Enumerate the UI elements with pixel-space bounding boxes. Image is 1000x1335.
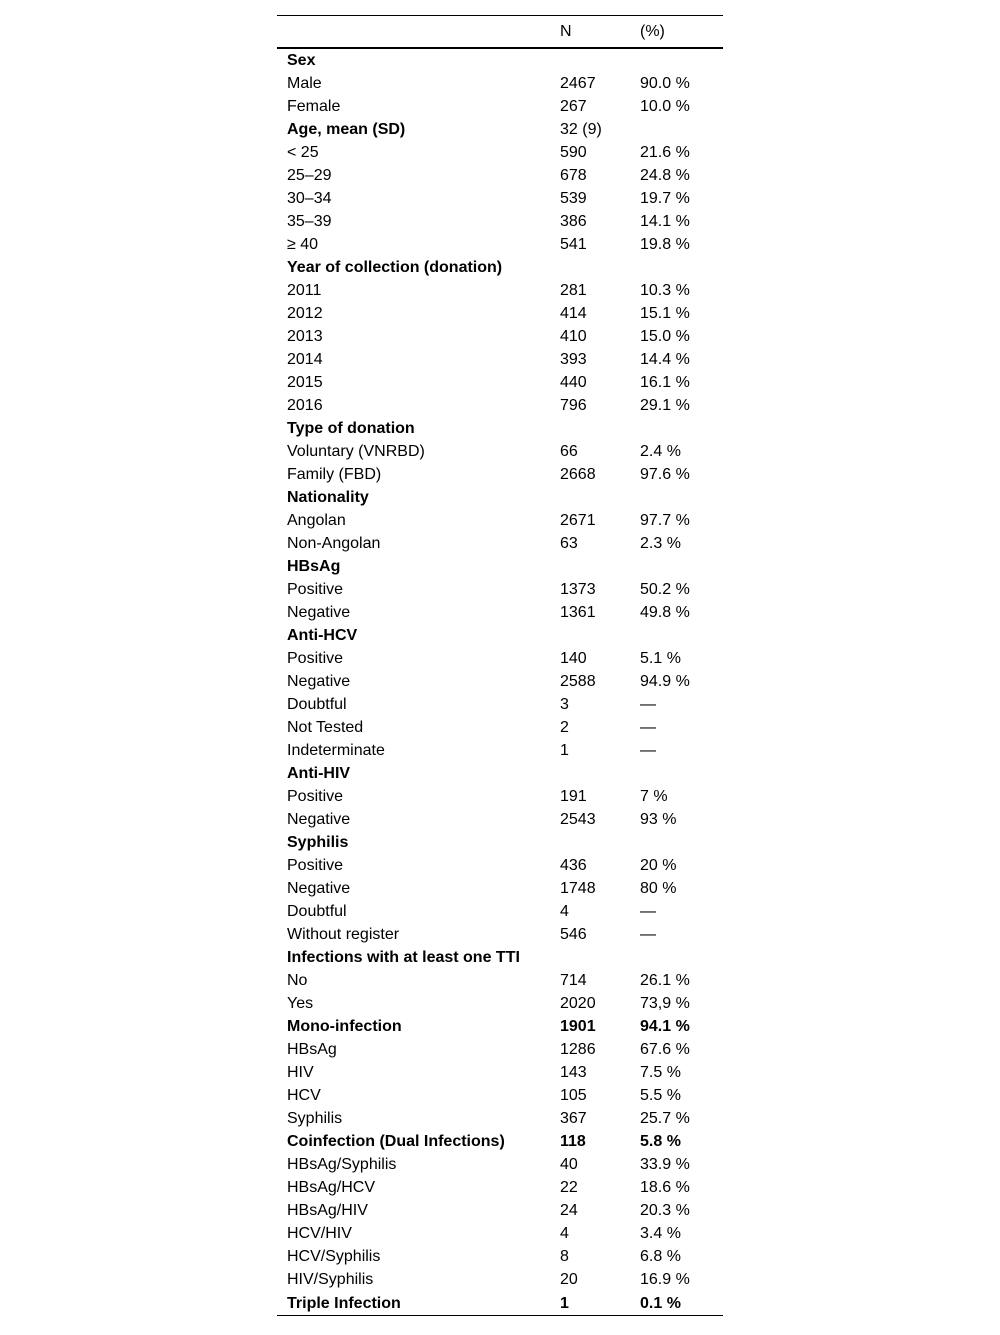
- row-percent: 21.6 %: [640, 144, 690, 161]
- row-label: Doubtful: [287, 903, 347, 920]
- row-label: Family (FBD): [287, 466, 382, 483]
- section-row: [277, 486, 723, 509]
- table-row: [277, 992, 723, 1015]
- row-percent: 49.8 %: [640, 604, 690, 621]
- table-row: [277, 670, 723, 693]
- section-row: [277, 946, 723, 969]
- row-n: 2671: [560, 512, 596, 529]
- row-label: No: [287, 972, 308, 989]
- row-percent: 2.3 %: [640, 535, 681, 552]
- table-row: [277, 1268, 723, 1291]
- row-n: [560, 762, 640, 785]
- row-label: 2016: [287, 397, 323, 414]
- row-n: 24: [560, 1202, 578, 1219]
- row-percent: [640, 486, 723, 509]
- row-percent: —: [640, 719, 656, 736]
- table-row: [277, 1084, 723, 1107]
- row-n: [560, 256, 640, 279]
- row-n: 1286: [560, 1041, 596, 1058]
- row-percent: 67.6 %: [640, 1041, 690, 1058]
- row-n: 414: [560, 305, 587, 322]
- header-label: [277, 16, 560, 49]
- header-n: N: [560, 22, 572, 40]
- section-row: [277, 118, 723, 141]
- row-label: 2013: [287, 328, 323, 345]
- donor-characteristics-table: [277, 15, 723, 1316]
- row-label: Syphilis: [287, 1110, 343, 1127]
- row-n: 32 (9): [560, 121, 602, 138]
- section-row: [277, 1015, 723, 1038]
- table-row: [277, 509, 723, 532]
- row-n: 4: [560, 903, 569, 920]
- row-n: 40: [560, 1156, 578, 1173]
- row-percent: [640, 624, 723, 647]
- row-n: 8: [560, 1248, 569, 1265]
- row-n: 796: [560, 397, 587, 414]
- row-label: Angolan: [287, 512, 346, 529]
- section-row: [277, 1130, 723, 1153]
- row-percent: 20.3 %: [640, 1202, 690, 1219]
- row-label: 30–34: [287, 190, 332, 207]
- row-percent: 93 %: [640, 811, 677, 828]
- row-label: Without register: [287, 926, 400, 943]
- row-percent: 10.3 %: [640, 282, 690, 299]
- row-percent: 15.0 %: [640, 328, 690, 345]
- row-percent: 5.8 %: [640, 1133, 681, 1150]
- section-row: [277, 1291, 723, 1316]
- row-label: Not Tested: [287, 719, 364, 736]
- table-row: [277, 739, 723, 762]
- row-label: Mono-infection: [287, 1018, 402, 1035]
- table-row: [277, 1245, 723, 1268]
- row-label: < 25: [287, 144, 319, 161]
- table-row: [277, 877, 723, 900]
- row-n: [560, 624, 640, 647]
- row-percent: 0.1 %: [640, 1294, 681, 1312]
- row-n: [560, 417, 640, 440]
- row-percent: [640, 118, 723, 141]
- row-n: 678: [560, 167, 587, 184]
- row-label: Positive: [287, 788, 344, 805]
- table-row: [277, 1107, 723, 1130]
- row-n: [560, 48, 640, 72]
- table-row: [277, 923, 723, 946]
- section-row: [277, 417, 723, 440]
- row-n: [560, 486, 640, 509]
- row-percent: [640, 417, 723, 440]
- table-row: [277, 969, 723, 992]
- row-n: 386: [560, 213, 587, 230]
- row-n: [560, 946, 640, 969]
- row-label: Anti-HIV: [287, 765, 351, 782]
- row-percent: —: [640, 926, 656, 943]
- row-label: HIV: [287, 1064, 314, 1081]
- section-row: [277, 555, 723, 578]
- row-n: 1748: [560, 880, 596, 897]
- row-n: 267: [560, 98, 587, 115]
- row-percent: 7.5 %: [640, 1064, 681, 1081]
- table-row: [277, 95, 723, 118]
- row-label: 2014: [287, 351, 323, 368]
- row-label: Nationality: [287, 489, 369, 506]
- row-percent: —: [640, 696, 656, 713]
- table-row: [277, 394, 723, 417]
- row-n: 105: [560, 1087, 587, 1104]
- table-row: [277, 716, 723, 739]
- row-label: Age, mean (SD): [287, 121, 406, 138]
- table-row: [277, 348, 723, 371]
- row-percent: 14.1 %: [640, 213, 690, 230]
- row-n: 1373: [560, 581, 596, 598]
- section-row: [277, 48, 723, 72]
- row-label: HBsAg: [287, 558, 341, 575]
- row-label: HIV/Syphilis: [287, 1271, 374, 1288]
- row-percent: 73,9 %: [640, 995, 690, 1012]
- row-percent: 29.1 %: [640, 397, 690, 414]
- row-n: 410: [560, 328, 587, 345]
- row-n: 546: [560, 926, 587, 943]
- row-n: 63: [560, 535, 578, 552]
- row-percent: 18.6 %: [640, 1179, 690, 1196]
- row-n: [560, 831, 640, 854]
- table-row: [277, 601, 723, 624]
- row-label: Type of donation: [287, 420, 415, 437]
- row-percent: 15.1 %: [640, 305, 690, 322]
- table-row: [277, 808, 723, 831]
- row-label: Negative: [287, 811, 351, 828]
- table-row: [277, 785, 723, 808]
- row-percent: 19.8 %: [640, 236, 690, 253]
- header-row: [277, 16, 723, 49]
- row-percent: 5.1 %: [640, 650, 681, 667]
- header-percent: (%): [640, 22, 665, 40]
- row-label: HCV/HIV: [287, 1225, 352, 1242]
- table-row: [277, 279, 723, 302]
- row-n: 1: [560, 742, 569, 759]
- table-row: [277, 578, 723, 601]
- row-label: 2012: [287, 305, 323, 322]
- table-row: [277, 900, 723, 923]
- row-n: 20: [560, 1271, 578, 1288]
- row-label: Negative: [287, 880, 351, 897]
- row-percent: 2.4 %: [640, 443, 681, 460]
- row-n: 143: [560, 1064, 587, 1081]
- row-label: Infections with at least one TTI: [287, 949, 520, 966]
- table-row: [277, 72, 723, 95]
- row-label: Year of collection (donation): [287, 259, 503, 276]
- table-row: [277, 693, 723, 716]
- section-row: [277, 831, 723, 854]
- row-percent: 26.1 %: [640, 972, 690, 989]
- row-percent: 20 %: [640, 857, 677, 874]
- row-label: 35–39: [287, 213, 332, 230]
- row-percent: 50.2 %: [640, 581, 690, 598]
- row-n: 590: [560, 144, 587, 161]
- table-row: [277, 647, 723, 670]
- row-n: 436: [560, 857, 587, 874]
- row-n: 118: [560, 1133, 586, 1150]
- row-n: 393: [560, 351, 587, 368]
- row-label: Coinfection (Dual Infections): [287, 1133, 505, 1150]
- row-n: 2543: [560, 811, 596, 828]
- row-label: Sex: [287, 52, 316, 69]
- row-percent: 10.0 %: [640, 98, 690, 115]
- table-row: [277, 1038, 723, 1061]
- row-percent: 16.9 %: [640, 1271, 690, 1288]
- row-percent: 25.7 %: [640, 1110, 690, 1127]
- row-n: 714: [560, 972, 587, 989]
- table-row: [277, 1061, 723, 1084]
- table-header: [277, 16, 723, 49]
- row-percent: [640, 946, 723, 969]
- row-n: 2668: [560, 466, 596, 483]
- table-row: [277, 1199, 723, 1222]
- table-row: [277, 187, 723, 210]
- row-n: 1: [560, 1294, 569, 1312]
- row-n: 2467: [560, 75, 596, 92]
- row-percent: [640, 256, 723, 279]
- table-row: [277, 233, 723, 256]
- row-percent: 90.0 %: [640, 75, 690, 92]
- table-row: [277, 325, 723, 348]
- row-label: Positive: [287, 650, 344, 667]
- row-label: Doubtful: [287, 696, 347, 713]
- section-row: [277, 624, 723, 647]
- row-label: 2015: [287, 374, 323, 391]
- row-label: HBsAg/HIV: [287, 1202, 368, 1219]
- row-n: 22: [560, 1179, 578, 1196]
- row-percent: 94.9 %: [640, 673, 690, 690]
- row-percent: [640, 762, 723, 785]
- table-row: [277, 164, 723, 187]
- table-row: [277, 1176, 723, 1199]
- row-n: 191: [560, 788, 587, 805]
- row-label: HBsAg/HCV: [287, 1179, 376, 1196]
- row-label: Triple Infection: [287, 1294, 401, 1312]
- row-percent: —: [640, 742, 656, 759]
- row-percent: 97.7 %: [640, 512, 690, 529]
- row-label: ≥ 40: [287, 236, 319, 253]
- row-percent: 7 %: [640, 788, 668, 805]
- row-label: Anti-HCV: [287, 627, 358, 644]
- row-n: 1901: [560, 1018, 596, 1035]
- row-n: 3: [560, 696, 569, 713]
- section-row: [277, 256, 723, 279]
- row-percent: 94.1 %: [640, 1018, 690, 1035]
- row-label: Male: [287, 75, 322, 92]
- table-body: [277, 48, 723, 1316]
- row-label: Syphilis: [287, 834, 349, 851]
- row-percent: 80 %: [640, 880, 677, 897]
- table-row: [277, 1153, 723, 1176]
- table-row: [277, 210, 723, 233]
- row-percent: 6.8 %: [640, 1248, 681, 1265]
- table-row: [277, 854, 723, 877]
- row-n: 1361: [560, 604, 596, 621]
- row-n: 2020: [560, 995, 596, 1012]
- row-percent: [640, 555, 723, 578]
- row-percent: [640, 48, 723, 72]
- row-label: HCV: [287, 1087, 321, 1104]
- row-n: 539: [560, 190, 587, 207]
- row-label: 25–29: [287, 167, 332, 184]
- table-row: [277, 302, 723, 325]
- row-label: Negative: [287, 673, 351, 690]
- table-row: [277, 440, 723, 463]
- row-percent: 97.6 %: [640, 466, 690, 483]
- row-n: 281: [560, 282, 587, 299]
- row-percent: 16.1 %: [640, 374, 690, 391]
- row-n: 2: [560, 719, 569, 736]
- row-percent: 33.9 %: [640, 1156, 690, 1173]
- row-label: Yes: [287, 995, 314, 1012]
- row-n: 541: [560, 236, 587, 253]
- characteristics-table-container: [277, 15, 723, 1316]
- row-label: Non-Angolan: [287, 535, 381, 552]
- row-percent: 19.7 %: [640, 190, 690, 207]
- row-percent: 24.8 %: [640, 167, 690, 184]
- row-label: 2011: [287, 282, 322, 299]
- row-label: Voluntary (VNRBD): [287, 443, 425, 460]
- row-label: HBsAg: [287, 1041, 337, 1058]
- row-label: Positive: [287, 857, 344, 874]
- row-n: [560, 555, 640, 578]
- table-row: [277, 532, 723, 555]
- section-row: [277, 762, 723, 785]
- row-n: 66: [560, 443, 578, 460]
- row-percent: [640, 831, 723, 854]
- row-percent: —: [640, 903, 656, 920]
- row-label: Negative: [287, 604, 351, 621]
- table-row: [277, 141, 723, 164]
- table-row: [277, 371, 723, 394]
- row-n: 2588: [560, 673, 596, 690]
- row-label: Indeterminate: [287, 742, 385, 759]
- row-label: Female: [287, 98, 341, 115]
- row-label: HCV/Syphilis: [287, 1248, 381, 1265]
- row-n: 4: [560, 1225, 569, 1242]
- row-percent: 5.5 %: [640, 1087, 681, 1104]
- row-n: 440: [560, 374, 587, 391]
- row-n: 140: [560, 650, 587, 667]
- row-label: HBsAg/Syphilis: [287, 1156, 397, 1173]
- row-n: 367: [560, 1110, 587, 1127]
- row-percent: 3.4 %: [640, 1225, 681, 1242]
- row-percent: 14.4 %: [640, 351, 690, 368]
- table-row: [277, 1222, 723, 1245]
- row-label: Positive: [287, 581, 344, 598]
- table-row: [277, 463, 723, 486]
